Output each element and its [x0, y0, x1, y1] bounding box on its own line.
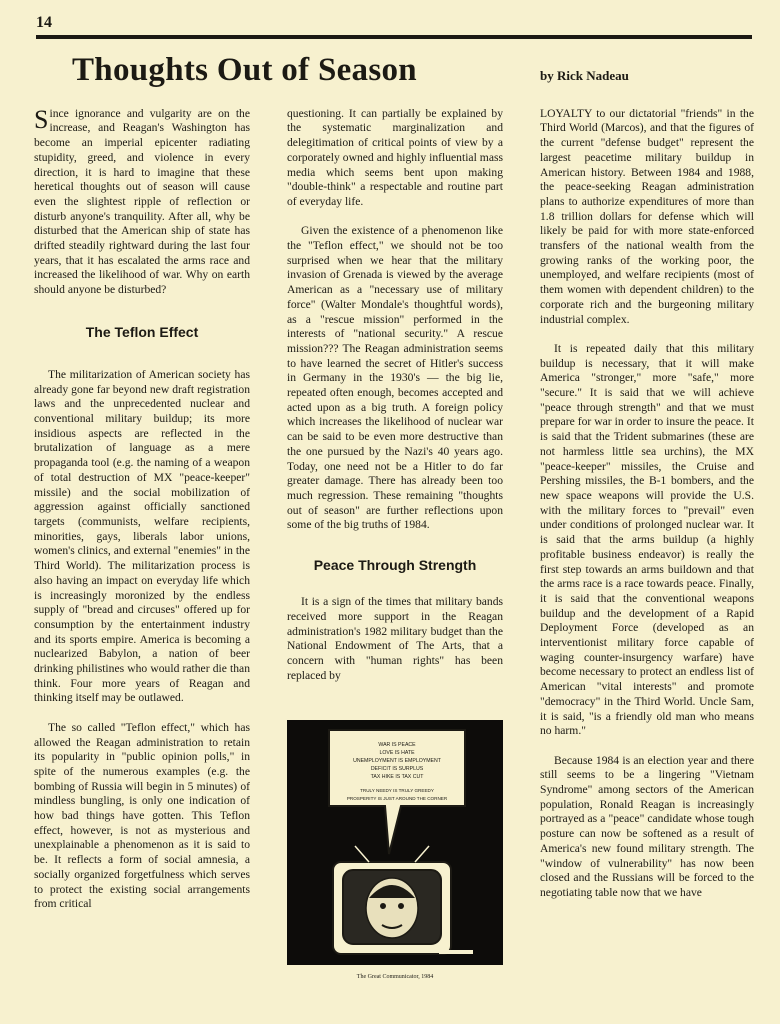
top-rule: [36, 35, 752, 39]
heading-teflon-effect: The Teflon Effect: [85, 323, 199, 340]
column-3: [540, 92, 754, 915]
paragraph: LOYALTY to our dictatorial "friends" in the Third World (Marcos), and that the figures of the current "defense budget" represent the largest peacetime military buildup in American history. Between 1984 and 1988, the peace-seeking Reagan administration plans to authorize expenditures of more than 1.8 trillion dollars for defense which will likely be paid for with more state-enforced transfers of the national wealth from the growing ranks of the working poor, the unemployed, and welfare recipients (most of them women with dependent children) to the corporate rich and the burgeoning military industrial complex.: [540, 106, 754, 326]
drop-cap: S: [34, 104, 49, 134]
article-title: Thoughts Out of Season: [72, 52, 417, 88]
illustration-caption: The Great Communicator, 1984: [356, 974, 434, 980]
slogan-text: UNEMPLOYMENT IS EMPLOYMENT: [353, 758, 441, 764]
page-number: 14: [36, 14, 52, 31]
paragraph: questioning. It can partially be explained by the systematic marginalization and delegitimation of critical points of view by a corporately owned and highly influential mass media which seems bent upon making "double-think" a respectable and routine part of everyday life.: [287, 106, 503, 208]
tv-illustration: [289, 722, 501, 963]
slogan-text: TAX HIKE IS TAX CUT: [370, 774, 424, 780]
paragraph: It is a sign of the times that military bands received more support in the Reagan administration's 1982 military budget than the National Endowment of The Arts, that a concern with "human rights" has been replaced by: [287, 595, 503, 682]
slogan-text: TRULY NEEDY IS TRULY GREEDY: [360, 788, 434, 793]
slogan-text: WAR IS PEACE: [378, 742, 416, 748]
slogan-text: LOVE IS HATE: [379, 750, 415, 756]
heading-peace-through-strength: Peace Through Strength: [313, 556, 477, 573]
television-icon: [333, 846, 451, 954]
intro-paragraph: [34, 104, 250, 298]
paragraph: It is repeated daily that this military buildup is necessary, that it will make America "stronger," more "safe," more "secure." It is said that we will achieve "peace through strength" and that we must prepare for war in order to insure the peace. It is said that the Trident submarines (these are not harmless little sea urchins), the MX "peace-keeper" missiles, the Cruise and Pershing missiles, the B-1 bombers, and the new space weapons will provide the U.S. with the military forces to "prevail" even under conditions of prolonged nuclear war. It is said that the arms buildup (a highly profitable business endeavor) is really the first step towards an arms buildown and that the arms race is a race towards peace. Finally, it is said that the conventional weapons buildup and the development of a Rapid Deployment Force (developed as an interventionist military force capable of waging counter-insurgency warfare) have become necessary to protect an endless list of American "vital interests" and promote "democracy" in the Third World. Uncle Sam, it is said, "is a friendly old man who means no harm.": [540, 341, 754, 738]
intro-text: ince ignorance and vulgarity are on the increase, and Reagan's Washington has become an imperial epicenter radiating stupidity, greed, and violence in every direction, it is hard to imagine that these heretical thoughts out of season will cause even the slightest ripple of reflection or disturb anyone's tranquility. After all, why be disturbed that the American ship of state has drifted steadily rightward during the last four years, that it has escalated the arms race and increased the likelihood of war. Why on earth should anyone be disturbed?: [34, 106, 250, 297]
column-2: [287, 92, 503, 698]
column-1: [34, 92, 250, 927]
paragraph: Because 1984 is an election year and there still seems to be a lingering "Vietnam Syndrome" among sectors of the American population, Ronald Reagan is increasingly portrayed as a "peace" candidate whose tough posture can now be softened as a result of America's new found military strength. The "window of vulnerability" has now been closed and the Russians will be forced to the negotiating table now that we have: [540, 753, 754, 899]
paragraph: Given the existence of a phenomenon like the "Teflon effect," we should not be too surprised when we hear that the military invasion of Grenada is viewed by the average American as a "necessary use of military force" (Walter Mondale's thoughtful words), as a "rescue mission" performed in the interests of "national security." A rescue mission??? The Reagan administration seems to have learned the secret of Hitler's success in Germany in the 1930's — the big lie, repeated often enough, becomes accepted and acted upon as a big truth. A foreign policy which increases the likelihood of nuclear war can be said to be even more destructive than the one pursued by the Nazi's 40 years ago. Today, one need not be a Hitler to do far greater damage. There has already been too much regression. These remaining "thoughts out of season" are further reflections upon some of the big truths of 1984.: [287, 224, 503, 532]
slogan-text: DEFICIT IS SURPLUS: [370, 766, 424, 772]
paragraph: The militarization of American society has already gone far beyond new draft registration laws and the unprecedented nuclear and conventional military buildup; its more insidious aspects are reflected in the brutalization of language as a mere propaganda tool (e.g. the naming of a weapon of total destruction of MX "peace-keeper" missile) and the social mobilization of aggression against officially sanctioned targets (communists, welfare recipients, minorities, gays, liberals labor unions, women's clinics, and external "enemies" in the Third World). The militarization process is also having an impact on everyday life which is increasingly moronized by the endless supply of "bread and circuses" offered up for consumption by the entertainment industry and its sports empire. America is becoming a nuclearized Babylon, a nation of beer drinking philistines who would rather die than think. Four more years of Reagan and thinking itself may be outlawed.: [34, 367, 250, 705]
slogan-text: PROSPERITY IS JUST AROUND THE CORNER: [346, 796, 448, 801]
signature-mark: [439, 950, 473, 954]
paragraph: The so called "Teflon effect," which has allowed the Reagan administration to retain its popularity in "public opinion polls," in spite of the numerous examples (e.g. the bombing of Russia will begin in 5 minutes) of mindless bungling, is only one indication of how bad things have gotten. This Teflon effect, however, is not as mysterious and unexplainable a phenomenon as it is said to be. It reflects a form of social amnesia, a socially organized forgetfulness which serves to protect the existing social arrangements from critical: [34, 720, 250, 911]
byline: by Rick Nadeau: [540, 68, 629, 83]
